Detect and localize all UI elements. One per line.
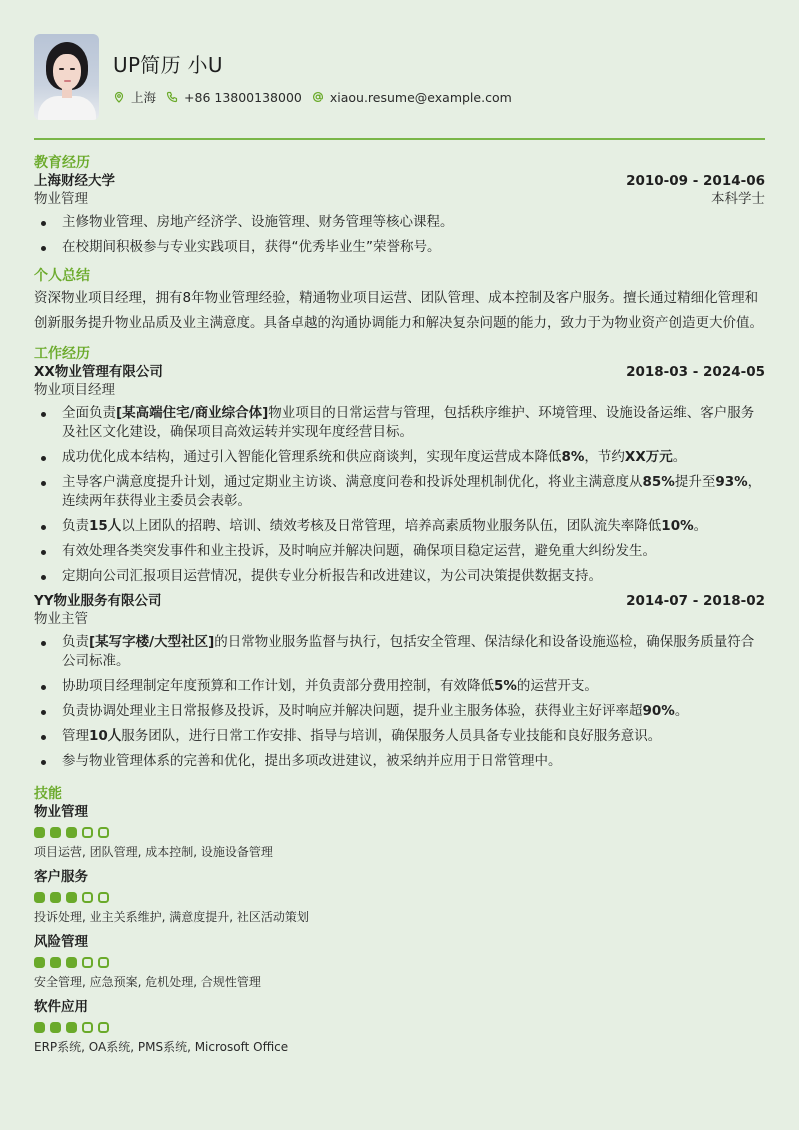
- list-item: [34, 473, 765, 511]
- filled-dot-icon: [50, 827, 61, 838]
- highlight-text: 93%: [715, 473, 748, 490]
- list-item: 在校期间积极参与专业实践项目，获得“优秀毕业生”荣誉称号。: [34, 238, 765, 257]
- filled-dot-icon: [50, 1022, 61, 1033]
- degree: 本科学士: [711, 190, 765, 207]
- highlight-text: [某高端住宅/商业综合体]: [116, 404, 269, 421]
- section-title-summary: 个人总结: [34, 267, 90, 284]
- highlight-text: 5%: [494, 677, 517, 694]
- filled-dot-icon: [66, 827, 77, 838]
- list-item: [34, 448, 765, 467]
- bullet-text: 负责: [62, 517, 89, 534]
- filled-dot-icon: [34, 957, 45, 968]
- bullet-text: 提升至: [674, 473, 716, 490]
- list-item: [34, 677, 765, 696]
- empty-dot-icon: [98, 1022, 109, 1033]
- major: 物业管理: [34, 190, 88, 207]
- skill-item: [34, 933, 765, 990]
- empty-dot-icon: [98, 892, 109, 903]
- education-bullets: [34, 213, 765, 257]
- filled-dot-icon: [34, 1022, 45, 1033]
- education-date: 2010-09 - 2014-06: [626, 172, 765, 189]
- bullet-text: 参与物业管理体系的完善和优化，提出多项改进建议，被采纳并应用于日常管理中。: [62, 752, 562, 769]
- list-item: [34, 752, 765, 771]
- position: 物业主管: [34, 610, 88, 627]
- skill-desc: 安全管理, 应急预案, 危机处理, 合规性管理: [34, 974, 261, 989]
- filled-dot-icon: [66, 1022, 77, 1033]
- skill-desc: 投诉处理, 业主关系维护, 满意度提升, 社区活动策划: [34, 909, 309, 924]
- list-item: [34, 567, 765, 586]
- highlight-text: XX万元: [624, 448, 673, 465]
- filled-dot-icon: [50, 892, 61, 903]
- highlight-text: 10%: [661, 517, 694, 534]
- company-name: YY物业服务有限公司: [34, 592, 162, 609]
- bullet-text: 成功优化成本结构，通过引入智能化管理系统和供应商谈判，实现年度运营成本降低: [62, 448, 562, 465]
- skill-desc: ERP系统, OA系统, PMS系统, Microsoft Office: [34, 1039, 289, 1054]
- bullet-text: 有效处理各类突发事件和业主投诉，及时响应并解决问题，确保项目稳定运营，避免重大纠纷发生。: [62, 542, 656, 559]
- empty-dot-icon: [82, 827, 93, 838]
- bullet-text: 服务团队，进行日常工作安排、指导与培训，确保服务人员具备专业技能和良好服务意识。: [121, 727, 662, 744]
- summary-text: 资深物业项目经理，拥有8年物业管理经验，精通物业项目运营、团队管理、成本控制及客户服务。擅长通过精细化管理和创新服务提升物业品质及业主满意度。具备卓越的沟通协调能力和解决复杂问题的能力，致力于为物业资产创造更大价值。: [34, 289, 763, 331]
- education-entry: [34, 172, 765, 257]
- bullet-text: 的日常物业服务监督与执行，包括安全管理、保洁绿化和设备设施巡检，确保服务质量符合公司标准。: [62, 633, 755, 669]
- skill-name: 软件应用: [34, 998, 88, 1015]
- list-item: 主修物业管理、房地产经济学、设施管理、财务管理等核心课程。: [34, 213, 765, 232]
- bullet-text: 协助项目经理制定年度预算和工作计划，并负责部分费用控制，有效降低: [62, 677, 494, 694]
- bullet-text: 物业项目的日常运营与管理，包括秩序维护、环境管理、设施设备运维、客户服务及社区文化建设，确保项目高效运转并实现年度经营目标。: [62, 404, 755, 440]
- education-section: [34, 154, 765, 257]
- work-entry: [34, 592, 765, 771]
- work-section: [34, 345, 765, 771]
- phone-icon: [166, 91, 178, 103]
- school-name: 上海财经大学: [34, 172, 115, 189]
- phone-text: +86 13800138000: [184, 89, 302, 105]
- list-item: [34, 404, 765, 442]
- skill-level-dots: [34, 1022, 765, 1033]
- list-item: [34, 633, 765, 671]
- header-info: [113, 34, 522, 106]
- empty-dot-icon: [82, 957, 93, 968]
- header-divider: [34, 138, 765, 140]
- summary-section: [34, 267, 765, 336]
- skill-name: 客户服务: [34, 868, 88, 885]
- contact-phone[interactable]: [166, 90, 302, 105]
- highlight-text: 10人: [89, 727, 122, 744]
- location-pin-icon: [113, 91, 125, 103]
- list-item: [34, 542, 765, 561]
- section-title-work: 工作经历: [34, 345, 90, 362]
- list-item: [34, 727, 765, 746]
- skill-desc: 项目运营, 团队管理, 成本控制, 设施设备管理: [34, 844, 273, 859]
- highlight-text: 90%: [642, 702, 675, 719]
- skill-item: [34, 998, 765, 1055]
- work-bullets: [34, 404, 765, 586]
- bullet-text: 的运营开支。: [516, 677, 598, 694]
- bullet-text: 以上团队的招聘、培训、绩效考核及日常管理，培养高素质物业服务队伍，团队流失率降低: [121, 517, 662, 534]
- filled-dot-icon: [34, 892, 45, 903]
- skill-name: 风险管理: [34, 933, 88, 950]
- email-text: xiaou.resume@example.com: [329, 89, 512, 105]
- skill-level-dots: [34, 957, 765, 968]
- resume-header: [34, 34, 765, 138]
- bullet-text: ，连续两年获得业主委员会表彰。: [62, 473, 762, 509]
- skills-list: [34, 803, 765, 1055]
- section-title-skills: 技能: [34, 785, 62, 802]
- bullet-text: 。: [672, 448, 687, 465]
- work-date: 2014-07 - 2018-02: [626, 592, 765, 609]
- highlight-text: [某写字楼/大型社区]: [89, 633, 215, 650]
- skill-item: [34, 803, 765, 860]
- skill-name: 物业管理: [34, 803, 88, 820]
- contact-email[interactable]: [312, 90, 512, 105]
- location-text: 上海: [131, 90, 157, 105]
- highlight-text: 8%: [561, 448, 585, 465]
- contact-line: [113, 88, 522, 106]
- filled-dot-icon: [34, 827, 45, 838]
- candidate-name: UP简历 小U: [113, 53, 223, 77]
- work-bullets: [34, 633, 765, 771]
- bullet-text: 主导客户满意度提升计划，通过定期业主访谈、满意度问卷和投诉处理机制优化，将业主满意度从: [62, 473, 643, 490]
- bullet-text: ，节约: [584, 448, 625, 465]
- bullet-text: 管理: [62, 727, 89, 744]
- work-entry: [34, 363, 765, 586]
- list-item: [34, 702, 765, 721]
- empty-dot-icon: [82, 892, 93, 903]
- bullet-text: 。: [693, 517, 708, 534]
- skill-item: [34, 868, 765, 925]
- skill-level-dots: [34, 892, 765, 903]
- highlight-text: 85%: [642, 473, 675, 490]
- skills-section: [34, 785, 765, 1055]
- filled-dot-icon: [66, 892, 77, 903]
- bullet-text: 负责: [62, 633, 89, 650]
- company-name: XX物业管理有限公司: [34, 363, 163, 380]
- work-date: 2018-03 - 2024-05: [626, 363, 765, 380]
- bullet-text: 全面负责: [62, 404, 116, 421]
- bullet-text: 。: [674, 702, 689, 719]
- highlight-text: 15人: [89, 517, 122, 534]
- empty-dot-icon: [82, 1022, 93, 1033]
- empty-dot-icon: [98, 957, 109, 968]
- bullet-text: 定期向公司汇报项目运营情况，提供专业分析报告和改进建议，为公司决策提供数据支持。: [62, 567, 602, 584]
- bullet-text: 负责协调处理业主日常报修及投诉，及时响应并解决问题，提升业主服务体验，获得业主好评率超: [62, 702, 643, 719]
- position: 物业项目经理: [34, 381, 115, 398]
- list-item: [34, 517, 765, 536]
- contact-location: [113, 88, 156, 106]
- filled-dot-icon: [50, 957, 61, 968]
- profile-photo: [34, 34, 99, 120]
- empty-dot-icon: [98, 827, 109, 838]
- at-sign-icon: [312, 91, 324, 103]
- filled-dot-icon: [66, 957, 77, 968]
- section-title-education: 教育经历: [34, 154, 90, 171]
- skill-level-dots: [34, 827, 765, 838]
